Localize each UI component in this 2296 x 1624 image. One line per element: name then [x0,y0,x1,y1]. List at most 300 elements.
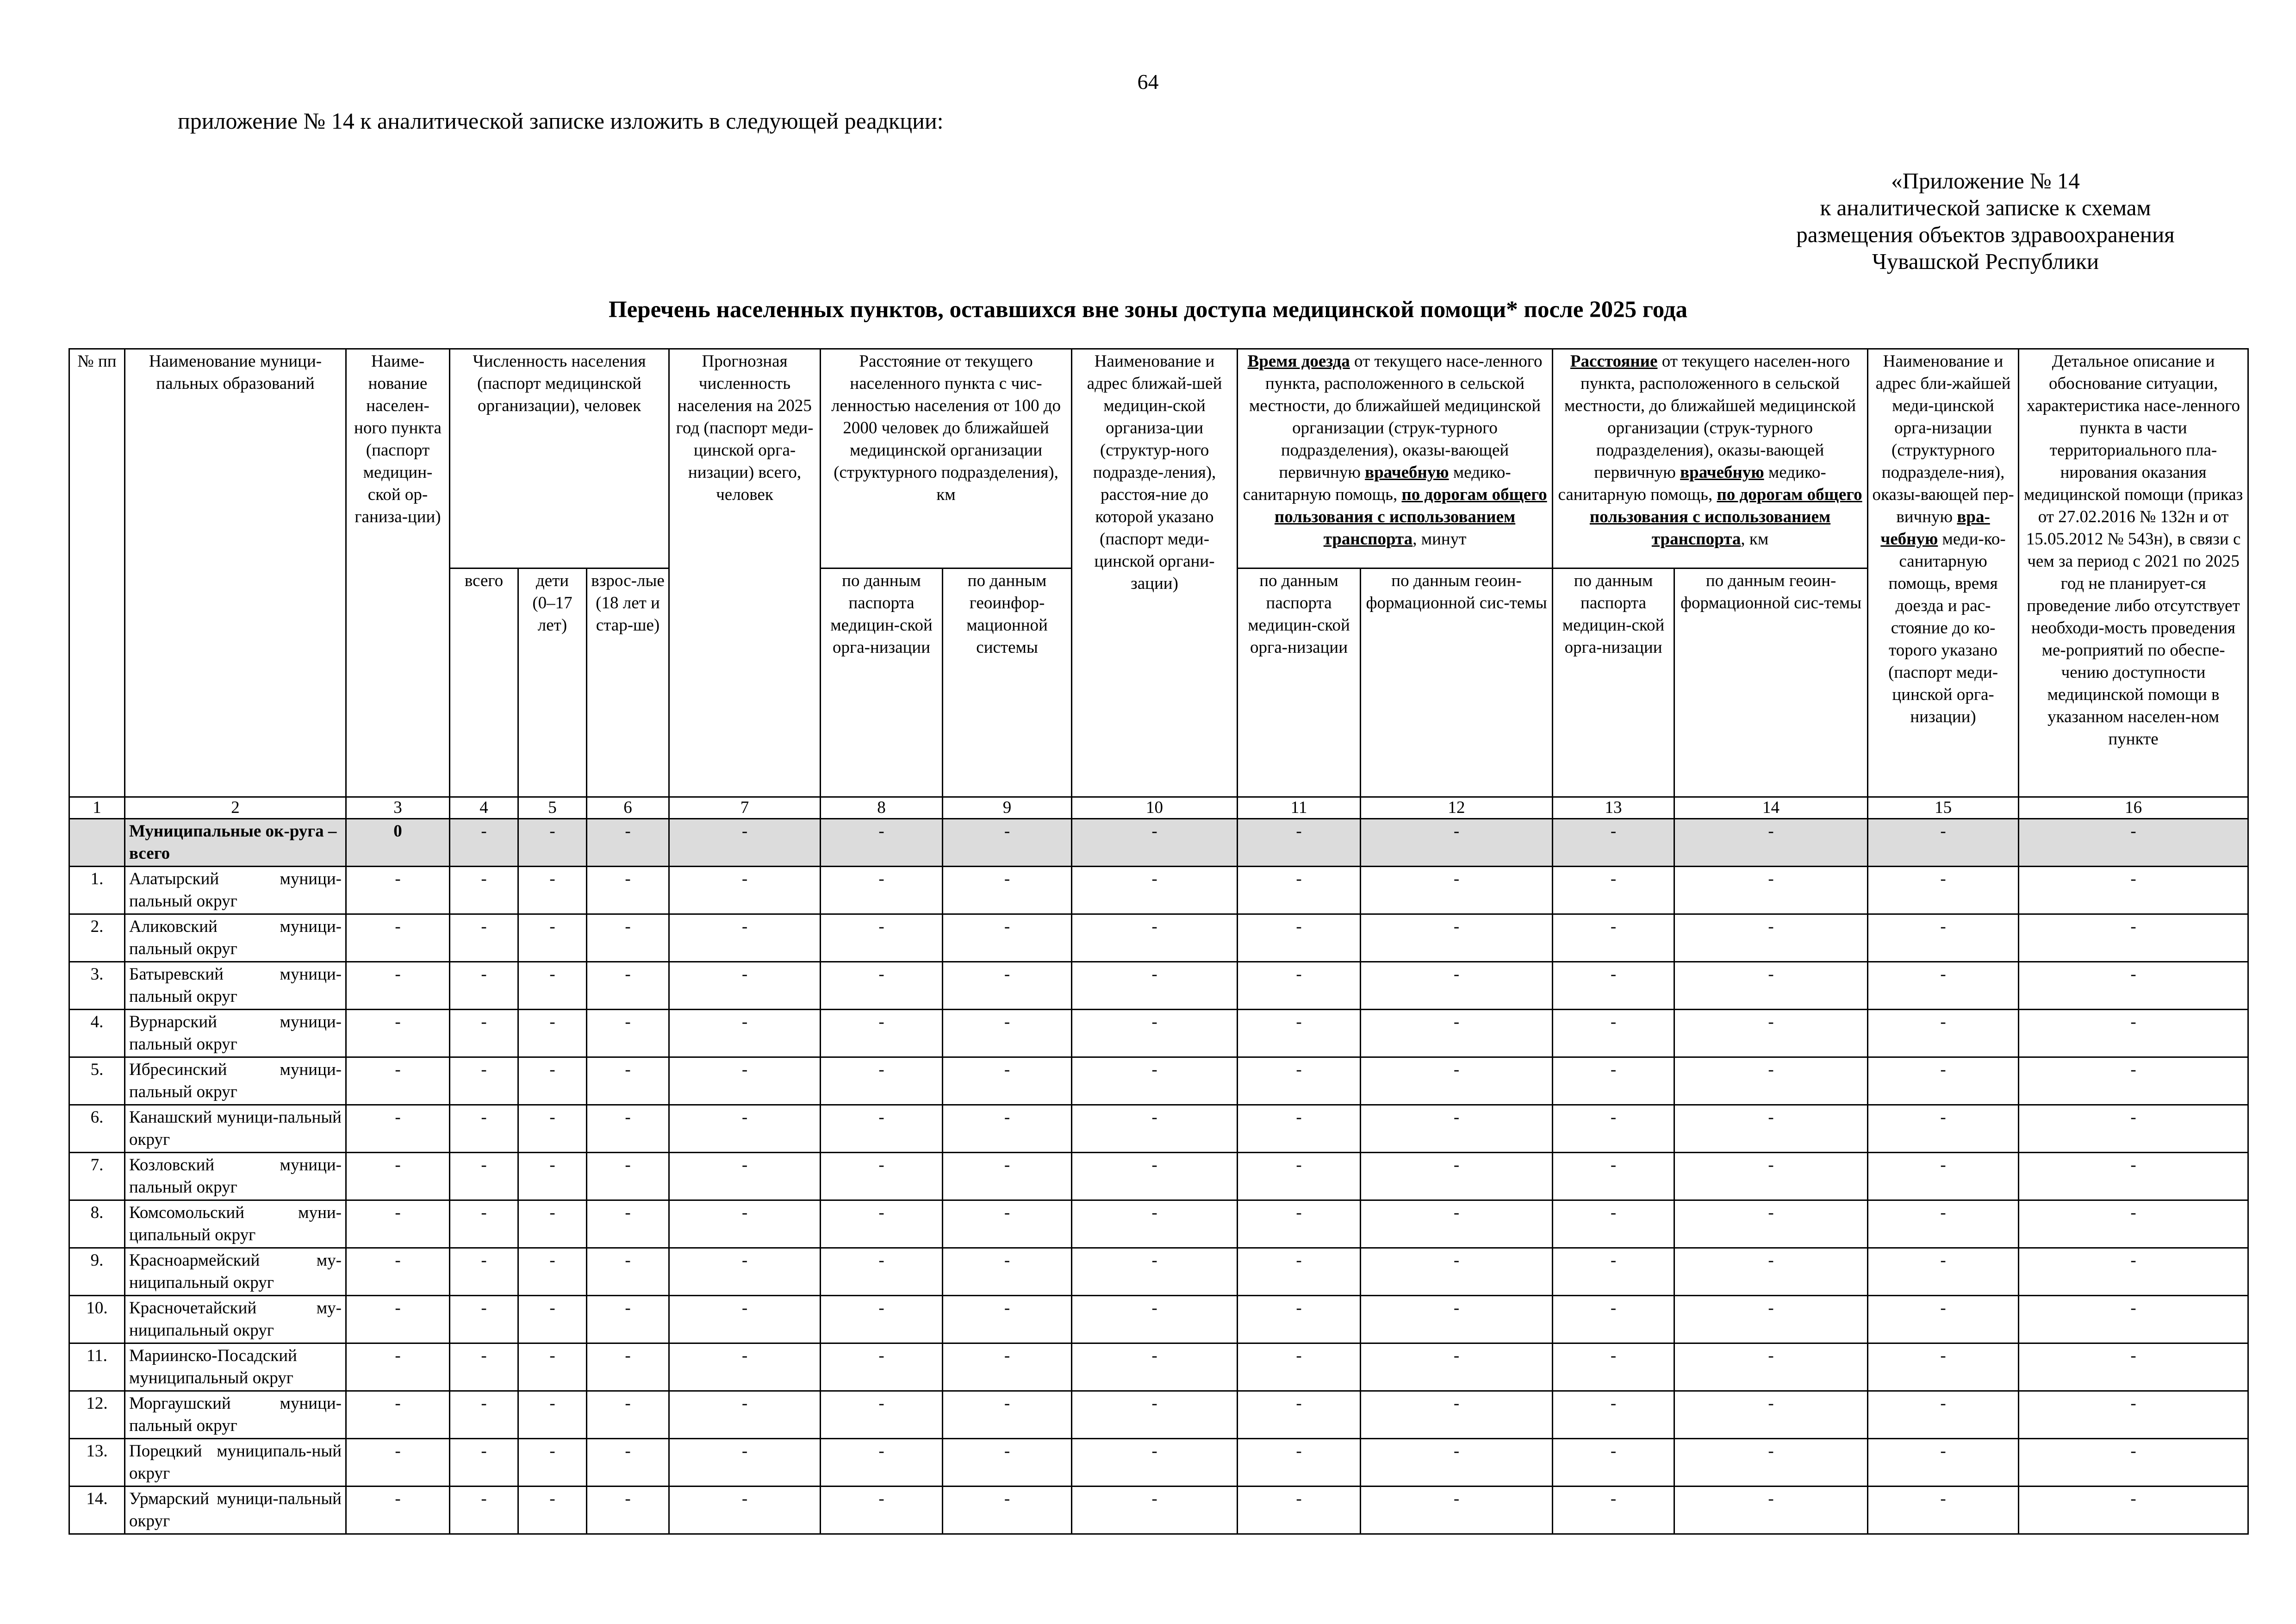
table-cell: - [1674,1248,1868,1296]
table-cell: - [821,914,943,962]
row-number: 2. [69,914,125,962]
total-row-value: - [1072,819,1238,867]
table-cell: - [943,1487,1072,1534]
table-cell: - [1072,1439,1238,1487]
nearest-doctor-text: меди-ко-санитарную помощь, время доезда и рас-стояние до ко-торого указано (паспорт меди-цинской орга-низации) [1888,530,2006,726]
table-cell: - [821,1200,943,1248]
table-cell: - [1238,1200,1361,1248]
row-number: 9. [69,1248,125,1296]
table-cell: - [346,867,450,914]
table-cell: - [450,1487,518,1534]
table-cell: - [518,1439,587,1487]
column-number-cell: 16 [2019,797,2248,819]
table-cell: - [1553,1248,1674,1296]
table-cell: - [1072,962,1238,1010]
table-cell: - [1553,962,1674,1010]
table-cell: - [1361,914,1553,962]
appendix-header-line: размещения объектов здравоохранения [1796,222,2175,247]
municipality-name: Моргаушский муници-пальный округ [125,1391,346,1439]
table-cell: - [346,914,450,962]
table-cell: - [1553,1391,1674,1439]
table-header-row [69,349,2248,568]
table-cell: - [1674,914,1868,962]
road-distance-text: , км [1741,530,1769,549]
total-row-value: - [1361,819,1553,867]
table-cell: - [518,962,587,1010]
table-cell: - [450,867,518,914]
table-cell: - [518,1487,587,1534]
header-description: Детальное описание и обоснование ситуации, характеристика насе-ленного пункта в части территориального пла-нирования оказания медицинской помощи (приказ от 27.02.2016 № 132н и от 15.05.2012 № 543н), в связи с чем за период с 2021 по 2025 год не планирует-ся проведение либо отсутствует необходи-мость проведения ме-роприятий по обеспе-чению доступности медицинской помощи в указанном населен-ном пункте [2019,349,2248,797]
row-number: 13. [69,1439,125,1487]
row-number: 11. [69,1343,125,1391]
table-body [69,819,2248,1534]
column-number-cell: 12 [1361,797,1553,819]
row-number: 1. [69,867,125,914]
total-row-value: - [587,819,669,867]
municipality-name: Алатырский муници-пальный округ [125,867,346,914]
column-number-cell: 11 [1238,797,1361,819]
table-cell: - [943,1105,1072,1153]
column-number-cell: 10 [1072,797,1238,819]
municipality-name: Порецкий муниципаль-ный округ [125,1439,346,1487]
table-cell: - [2019,962,2248,1010]
table-cell: - [943,1343,1072,1391]
column-number-cell: 5 [518,797,587,819]
document-title: Перечень населенных пунктов, оставшихся вне зоны доступа медицинской помощи* после 2025 года [608,297,1688,323]
column-number-cell: 9 [943,797,1072,819]
table-cell: - [346,1010,450,1057]
table-cell: - [1674,1343,1868,1391]
table-cell: - [346,1105,450,1153]
table-cell: - [1674,1057,1868,1105]
travel-time-bold: врачебную [1365,463,1449,482]
total-row-value: 0 [346,819,450,867]
table-cell: - [1238,914,1361,962]
table-cell: - [1072,1010,1238,1057]
table-row [69,1010,2248,1057]
table-cell: - [1674,867,1868,914]
table-cell: - [669,1439,821,1487]
table-cell: - [1238,1248,1361,1296]
table-cell: - [1072,1248,1238,1296]
column-number-cell: 4 [450,797,518,819]
table-cell: - [1553,867,1674,914]
table-cell: - [943,1057,1072,1105]
table-cell: - [587,1153,669,1200]
table-cell: - [2019,1105,2248,1153]
header-distance-passport: по данным паспорта медицин-ской орга-низации [821,568,943,797]
table-cell: - [450,1248,518,1296]
table-cell: - [943,1248,1072,1296]
table-cell: - [669,1153,821,1200]
travel-time-text: от текущего насе-ленного пункта, расположенного в сельской местности, до ближайшей медицинской организации (струк-турного подразделения), оказы-вающей первичную [1249,352,1543,482]
table-cell: - [821,1057,943,1105]
table-cell: - [450,1343,518,1391]
table-cell: - [2019,1391,2248,1439]
municipality-name: Красночетайский му-ниципальный округ [125,1296,346,1343]
column-number-cell: 15 [1868,797,2019,819]
table-cell: - [943,962,1072,1010]
table-cell: - [1674,1439,1868,1487]
table-cell: - [1553,1296,1674,1343]
total-row-value: - [1868,819,2019,867]
table-cell: - [450,1439,518,1487]
table-cell: - [518,914,587,962]
table-cell: - [943,1391,1072,1439]
table-cell: - [1361,1010,1553,1057]
table-cell: - [821,1296,943,1343]
table-cell: - [1072,1105,1238,1153]
total-row-value: - [943,819,1072,867]
table-cell: - [1072,1487,1238,1534]
header-population-adults: взрос-лые (18 лет и стар-ше) [587,568,669,797]
table-cell: - [1238,1296,1361,1343]
header-distance-group: Расстояние от текущего населенного пункта с чис-ленностью населения от 100 до 2000 человек до ближайшей медицинской организации (структурного подразделения), км [821,349,1072,568]
table-cell: - [669,1010,821,1057]
nearest-doctor-text: Наименование и адрес бли-жайшей меди-цинской орга-низации (структурного подразделе-ния), оказы-вающей пер-вичную [1872,352,2014,526]
municipality-name: Аликовский муници-пальный округ [125,914,346,962]
settlements-table [68,348,2249,1535]
header-travel-time-geo: по данным геоин-формационной сис-темы [1361,568,1553,797]
table-cell: - [821,1105,943,1153]
table-row [69,1487,2248,1534]
column-number-cell: 3 [346,797,450,819]
table-cell: - [1674,1153,1868,1200]
table-cell: - [943,914,1072,962]
table-cell: - [587,1200,669,1248]
row-number: 14. [69,1487,125,1534]
table-cell: - [1868,1343,2019,1391]
table-cell: - [1361,962,1553,1010]
table-cell: - [2019,1439,2248,1487]
table-cell: - [943,1153,1072,1200]
total-row-value: - [669,819,821,867]
header-forecast-population: Прогнозная численность населения на 2025 год (паспорт меди-цинской орга-низации) всего, человек [669,349,821,797]
table-cell: - [2019,1487,2248,1534]
table-row [69,1057,2248,1105]
table-cell: - [1674,1200,1868,1248]
table-cell [69,819,125,867]
table-cell: - [1674,1391,1868,1439]
row-number: 8. [69,1200,125,1248]
table-cell: - [1553,1010,1674,1057]
table-cell: - [518,1343,587,1391]
table-row [69,1153,2248,1200]
header-population-children: дети (0–17 лет) [518,568,587,797]
table-cell: - [1674,1105,1868,1153]
header-no: № пп [69,349,125,797]
table-cell: - [1553,1153,1674,1200]
table-cell: - [821,1439,943,1487]
table-row [69,1105,2248,1153]
table-cell: - [587,1248,669,1296]
table-cell: - [450,1296,518,1343]
appendix-header-line: Чувашской Республики [1872,249,2099,274]
table-cell: - [1674,962,1868,1010]
row-number: 4. [69,1010,125,1057]
table-cell: - [669,1487,821,1534]
table-cell: - [1868,1296,2019,1343]
header-distance-geo: по данным геоинфор-мационной системы [943,568,1072,797]
total-row-value: - [1674,819,1868,867]
table-row [69,1200,2248,1248]
header-population-group: Численность населения (паспорт медицинской организации), человек [450,349,669,568]
municipality-name: Комсомольский муни-ципальный округ [125,1200,346,1248]
table-cell: - [1238,1439,1361,1487]
table-cell: - [669,1057,821,1105]
table-cell: - [1868,1439,2019,1487]
appendix-header-line: «Приложение № 14 [1891,168,2080,194]
column-number-cell: 1 [69,797,125,819]
table-cell: - [943,1010,1072,1057]
total-row-value: - [1238,819,1361,867]
table-cell: - [1361,1200,1553,1248]
nearest-doctor-bold: вра-чебную [1880,507,1990,549]
table-cell: - [587,1010,669,1057]
table-row [69,914,2248,962]
header-population-total: всего [450,568,518,797]
table-cell: - [1072,1057,1238,1105]
table-cell: - [1361,867,1553,914]
municipality-name: Мариинско-Посадский муниципальный округ [125,1343,346,1391]
table-cell: - [2019,914,2248,962]
table-cell: - [346,1439,450,1487]
table-cell: - [943,1439,1072,1487]
table-cell: - [821,867,943,914]
total-row-value: - [518,819,587,867]
table-cell: - [2019,867,2248,914]
table-cell: - [587,867,669,914]
row-number: 12. [69,1391,125,1439]
table-cell: - [669,1200,821,1248]
table-cell: - [1361,1105,1553,1153]
table-cell: - [587,1487,669,1534]
appendix-header [1754,168,2217,275]
table-row [69,1343,2248,1391]
table-cell: - [450,1010,518,1057]
table-cell: - [587,914,669,962]
table-cell: - [1361,1296,1553,1343]
table-cell: - [518,1296,587,1343]
header-road-distance-geo: по данным геоин-формационной сис-темы [1674,568,1868,797]
header-nearest-org: Наименование и адрес ближай-шей медицин-ской организа-ции (структур-ного подразде-ления), расстоя-ние до которой указано (паспорт меди-цинской органи-зации) [1072,349,1238,797]
table-cell: - [1868,1105,2019,1153]
table-cell: - [1072,914,1238,962]
table-cell: - [821,1248,943,1296]
table-row [69,1248,2248,1296]
travel-time-text: медико-санитарную помощь, [1243,463,1511,504]
table-cell: - [1361,1343,1553,1391]
table-cell: - [1868,1057,2019,1105]
table-cell: - [1868,1153,2019,1200]
table-cell: - [587,1057,669,1105]
table-cell: - [1361,1153,1553,1200]
header-municipality: Наименование муници-пальных образований [125,349,346,797]
header-road-distance-group [1553,349,1868,568]
municipality-name: Козловский муници-пальный округ [125,1153,346,1200]
table-cell: - [1238,1010,1361,1057]
table-cell: - [1238,1343,1361,1391]
travel-time-bold: по дорогам общего пользования с использованием транспорта [1274,485,1547,549]
table-cell: - [518,1105,587,1153]
table-cell: - [1238,962,1361,1010]
table-cell: - [346,1153,450,1200]
table-cell: - [669,1391,821,1439]
table-cell: - [2019,1010,2248,1057]
column-number-cell: 14 [1674,797,1868,819]
table-cell: - [518,1200,587,1248]
road-distance-text: медико-санитарную помощь, [1558,463,1826,504]
table-cell: - [450,1105,518,1153]
table-cell: - [346,1391,450,1439]
road-distance-bold: врачебную [1680,463,1764,482]
municipality-name: Красноармейский му-ниципальный округ [125,1248,346,1296]
table-cell: - [450,1391,518,1439]
table-row [69,1296,2248,1343]
table-cell: - [587,1343,669,1391]
table-cell: - [1361,1439,1553,1487]
row-number: 3. [69,962,125,1010]
table-row [69,962,2248,1010]
table-cell: - [1868,1010,2019,1057]
table-cell: - [518,1391,587,1439]
table-cell: - [669,1248,821,1296]
table-cell: - [2019,1248,2248,1296]
table-cell: - [587,1439,669,1487]
header-nearest-doctor [1868,349,2019,797]
table-cell: - [346,1200,450,1248]
table-cell: - [1868,1200,2019,1248]
row-number: 10. [69,1296,125,1343]
column-number-cell: 2 [125,797,346,819]
page-number: 64 [1137,70,1159,94]
table-cell: - [1361,1391,1553,1439]
table-cell: - [1674,1010,1868,1057]
table-cell: - [943,1200,1072,1248]
column-numbers-row [69,797,2248,819]
column-number-cell: 7 [669,797,821,819]
municipality-name: Батыревский муници-пальный округ [125,962,346,1010]
table-cell: - [2019,1296,2248,1343]
table-cell: - [1553,1439,1674,1487]
table-cell: - [1674,1487,1868,1534]
table-cell: - [1238,1487,1361,1534]
table-cell: - [1868,962,2019,1010]
table-cell: - [346,1248,450,1296]
municipality-name: Вурнарский муници-пальный округ [125,1010,346,1057]
table-cell: - [669,1105,821,1153]
table-cell: - [1674,1296,1868,1343]
table-cell: - [1553,914,1674,962]
travel-time-bold: Время доезда [1247,352,1350,371]
travel-time-text: , минут [1412,530,1467,549]
row-number: 6. [69,1105,125,1153]
table-cell: - [450,1153,518,1200]
table-cell: - [450,962,518,1010]
table-cell: - [669,962,821,1010]
column-number-cell: 13 [1553,797,1674,819]
table-cell: - [821,1010,943,1057]
row-number: 5. [69,1057,125,1105]
table-cell: - [518,1248,587,1296]
header-road-distance-passport: по данным паспорта медицин-ской орга-низации [1553,568,1674,797]
table-cell: - [1238,1153,1361,1200]
table-cell: - [518,1010,587,1057]
table-cell: - [1072,867,1238,914]
header-travel-time-group [1238,349,1553,568]
table-cell: - [587,1296,669,1343]
total-row-value: - [450,819,518,867]
municipality-name: Канашский муници-пальный округ [125,1105,346,1153]
table-cell: - [518,1057,587,1105]
total-row [69,819,2248,867]
table-cell: - [1072,1200,1238,1248]
column-number-cell: 6 [587,797,669,819]
table-cell: - [1553,1200,1674,1248]
header-travel-time-passport: по данным паспорта медицин-ской орга-низации [1238,568,1361,797]
road-distance-bold: по дорогам общего пользования с использованием транспорта [1589,485,1862,549]
table-cell: - [346,1057,450,1105]
table-cell: - [1553,1057,1674,1105]
table-cell: - [1238,867,1361,914]
table-cell: - [669,1296,821,1343]
road-distance-text: от текущего населен-ного пункта, расположенного в сельской местности, до ближайшей медицинской организации (струк-турного подразделения), оказы-вающей первичную [1564,352,1856,482]
table-cell: - [1868,1487,2019,1534]
table-row [69,867,2248,914]
table-cell: - [1868,1248,2019,1296]
table-cell: - [346,1343,450,1391]
total-row-value: - [821,819,943,867]
road-distance-bold: Расстояние [1570,352,1658,371]
table-cell: - [1072,1391,1238,1439]
table-cell: - [587,1105,669,1153]
table-cell: - [1868,867,2019,914]
table-cell: - [1238,1105,1361,1153]
row-number: 7. [69,1153,125,1200]
table-cell: - [943,867,1072,914]
table-cell: - [821,1487,943,1534]
table-cell: - [1361,1057,1553,1105]
municipality-name: Урмарский муници-пальный округ [125,1487,346,1534]
table-cell: - [1072,1296,1238,1343]
table-cell: - [346,1296,450,1343]
table-cell: - [669,1343,821,1391]
table-cell: - [669,867,821,914]
table-row [69,1439,2248,1487]
table-cell: - [2019,1057,2248,1105]
column-number-cell: 8 [821,797,943,819]
table-cell: - [1072,1153,1238,1200]
table-cell: - [2019,1153,2248,1200]
table-cell: - [518,867,587,914]
intro-text: приложение № 14 к аналитической записке изложить в следующей реадкции: [178,108,944,134]
table-cell: - [1238,1057,1361,1105]
header-settlement-name: Наиме-нование населен-ного пункта (паспорт медицин-ской ор-ганиза-ции) [346,349,450,797]
table-cell: - [2019,1343,2248,1391]
table-cell: - [821,1343,943,1391]
table-cell: - [1553,1487,1674,1534]
table-cell: - [1238,1391,1361,1439]
table-cell: - [587,1391,669,1439]
table-cell: - [450,1200,518,1248]
table-cell: - [821,1391,943,1439]
municipality-name: Ибресинский муници-пальный округ [125,1057,346,1105]
table-cell: - [518,1153,587,1200]
table-cell: - [587,962,669,1010]
table-cell: - [821,1153,943,1200]
table-cell: - [943,1296,1072,1343]
total-row-label: Муниципальные ок-руга – всего [125,819,346,867]
